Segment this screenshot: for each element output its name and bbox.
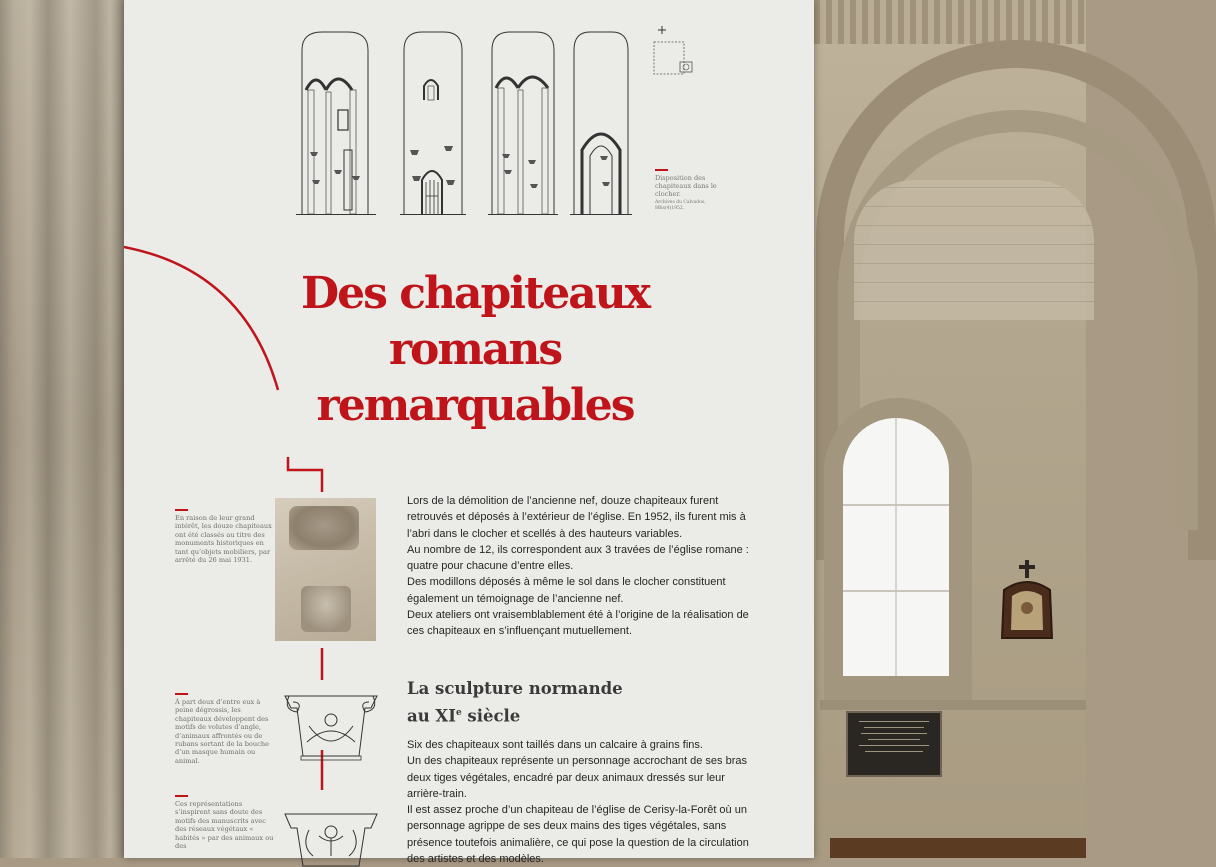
side-note-classification [175, 509, 275, 564]
intro-paragraph-3: Des modillons déposés à même le sol dans le clocher constituent également un témoignage de l’ancienne nef. [407, 576, 726, 605]
tower-elevation-drawing-3 [488, 30, 558, 216]
tower-elevation-drawing-1 [292, 30, 378, 216]
section-title-line-2: au XIe siècle [407, 706, 521, 726]
carved-frieze [814, 0, 1086, 44]
page-title [260, 266, 690, 434]
side-note-2-text: À part deux d’entre eux à peine dégrossis, les chapiteaux développent des motifs de volutes d’angle, d’animaux affrontés ou de rubans sortant de la bouche d’un masque humain ou animal. [175, 698, 269, 765]
section-paragraph-1: Six des chapiteaux sont taillés dans un calcaire à grains fins. [407, 739, 703, 751]
title-line-3: remarquables [316, 380, 634, 431]
title-line-2: romans [388, 324, 562, 375]
section-title [407, 677, 737, 729]
wooden-bench [830, 838, 1086, 858]
left-stone-column [0, 0, 124, 858]
intro-paragraph-4: Deux ateliers ont vraisemblablement été à l’origine de la réalisation de ces chapiteaux en s’influençant mutuellement. [407, 609, 749, 638]
window-sill [820, 700, 1086, 710]
side-note-manuscripts [175, 795, 275, 850]
capital-sketch-1 [279, 686, 383, 766]
diagram-caption [655, 169, 735, 212]
section-text [407, 737, 757, 867]
arched-window [843, 418, 949, 676]
vault-ceiling [854, 180, 1094, 320]
section-title-line-1: La sculpture normande [407, 679, 623, 698]
memorial-plaque [846, 711, 942, 777]
side-note-3-text: Ces représentations s’inspirent sans doute des motifs des manuscrits avec des réseaux végétaux « habités » par des animaux ou des [175, 800, 274, 851]
stations-of-the-cross-icon [996, 560, 1058, 644]
section-paragraph-2: Un des chapiteaux représente un personnage accrochant de ses bras deux tiges végétales, encadré par deux animaux dressés sur leur arrière-train. [407, 755, 747, 800]
intro-text [407, 493, 757, 640]
diagram-caption-text: Disposition des chapiteaux dans le clocher. [655, 174, 717, 198]
section-paragraph-3: Il est assez proche d’un chapiteau de l’église de Cerisy-la-Forêt où un personnage agrippe de ses deux mains des tiges végétales, sans présence toutefois animalière, ce qui pose la question de la circulation des artistes et des modèles. [407, 804, 749, 866]
diagram-credit: Archives du Calvados, 8Bis(4)1952. [655, 200, 706, 211]
exhibition-panel [124, 0, 814, 866]
intro-paragraph-2: Au nombre de 12, ils correspondent aux 3 travées de l’église romane : quatre pour chacune d’entre elles. [407, 543, 749, 573]
capital-sketch-2 [279, 806, 383, 866]
tower-floor-plan [650, 24, 698, 80]
intro-paragraph-1: Lors de la démolition de l’ancienne nef, douze chapiteaux furent retrouvés et déposés à l’extérieur de l’église. En 1952, ils furent mis à l’abri dans le clocher et scellés à des hauteurs variables. [407, 495, 746, 540]
side-note-motifs [175, 693, 275, 765]
title-line-1: Des chapiteaux [300, 268, 650, 319]
tower-elevation-drawing-4 [570, 30, 634, 216]
capitals-photo [275, 498, 376, 641]
side-note-1-text: En raison de leur grand intérêt, les douze chapiteaux ont été classés au titre des monuments historiques en tant qu’objets mobiliers, par arrêté du 26 mai 1931. [175, 514, 272, 565]
tower-elevation-drawing-2 [398, 30, 468, 216]
